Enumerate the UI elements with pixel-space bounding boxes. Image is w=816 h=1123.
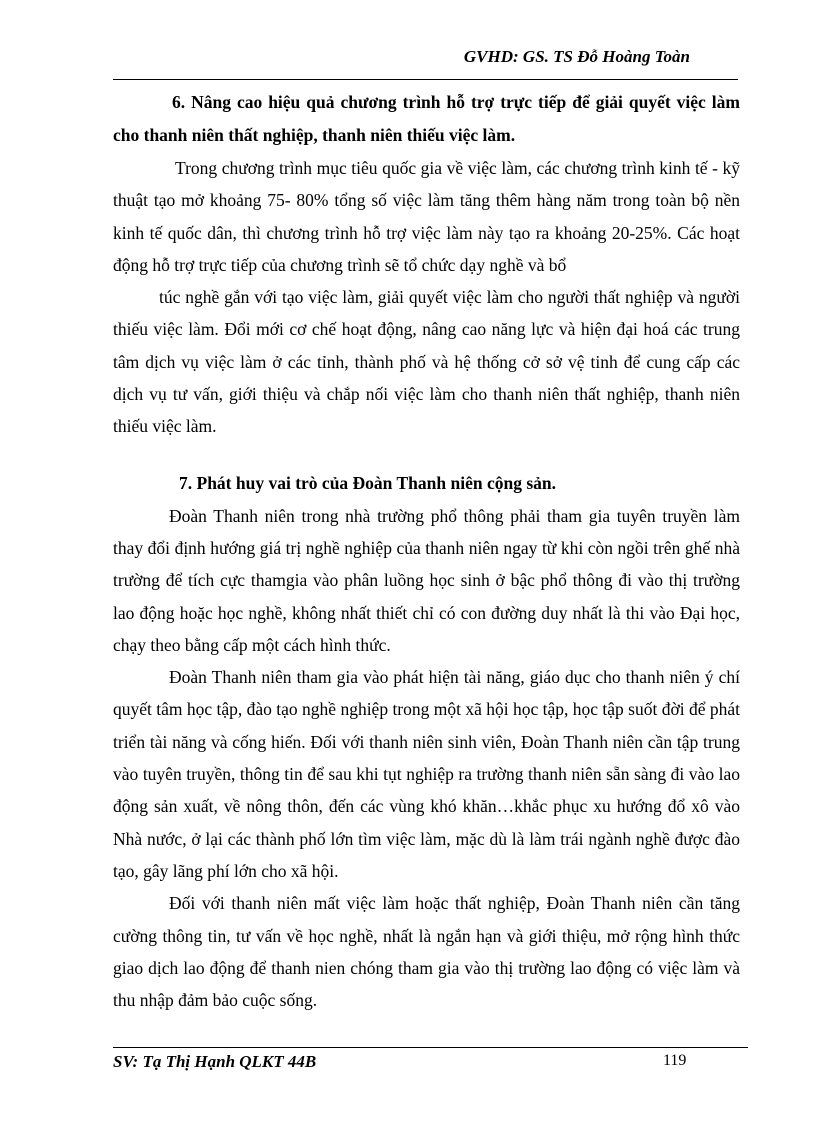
section-6-paragraph-part-1: Trong chương trình mục tiêu quốc gia về việc làm, các chương trình kinh tế - kỹ thuật tạo mở khoảng 75- 80% tổng số việc làm tăng thêm hàng năm trong toàn bộ nền kinh tế quốc dân, thì chương trình hỗ trợ việc làm này tạo ra khoảng 20-25%. Các hoạt động hỗ trợ trực tiếp của chương trình sẽ tổ chức dạy nghề và bổ: [113, 158, 740, 275]
footer-student: SV: Tạ Thị Hạnh QLKT 44B: [113, 1052, 317, 1071]
page-number: 119: [663, 1052, 687, 1069]
document-body: [113, 86, 740, 1016]
section-6-paragraph-continued: túc nghề gắn với tạo việc làm, giải quyết việc làm cho người thất nghiệp và người thiếu việc làm. Đổi mới cơ chế hoạt động, nâng cao năng lực và hiện đại hoá các trung tâm dịch vụ việc làm ở các tỉnh, thành phố và hệ thống cở sở vệ tinh để cung cấp các dịch vụ tư vấn, giới thiệu và chắp nối việc làm cho thanh niên thất nghiệp, thanh niên thiếu việc làm.: [113, 287, 740, 437]
section-7-paragraph-2: Đoàn Thanh niên tham gia vào phát hiện tài năng, giáo dục cho thanh niên ý chí quyết tâm học tập, đào tạo nghề nghiệp trong một xã hội học tập, học tập suốt đời để phát triển tài năng và cống hiến. Đối với thanh niên sinh viên, Đoàn Thanh niên cần tập trung vào tuyên truyền, thông tin để sau khi tụt nghiệp ra trường thanh niên sẵn sàng đi vào lao động sản xuất, về nông thôn, đến các vùng khó khăn…khắc phục xu hướng đổ xô vào Nhà nước, ở lại các thành phố lớn tìm việc làm, mặc dù là làm trái ngành nghề được đào tạo, gây lãng phí lớn cho xã hội.: [113, 667, 740, 881]
section-7-paragraph-3: Đối với thanh niên mất việc làm hoặc thất nghiệp, Đoàn Thanh niên cần tăng cường thông tin, tư vấn về học nghề, nhất là ngắn hạn và giới thiệu, mở rộng hình thức giao dịch lao động để thanh nien chóng tham gia vào thị trường lao động có việc làm và thu nhập đảm bảo cuộc sống.: [113, 893, 740, 1011]
section-7-heading: 7. Phát huy vai trò của Đoàn Thanh niên cộng sản.: [179, 472, 556, 493]
section-7-paragraph-1: Đoàn Thanh niên trong nhà trường phổ thông phải tham gia tuyên truyền làm thay đổi định hướng giá trị nghề nghiệp của thanh niên ngay từ khi còn ngồi trên ghế nhà trường để tích cực thamgia vào phân luồng học sinh ở bậc phổ thông đi vào thị trường lao động hoặc học nghề, không nhất thiết chỉ có con đường duy nhất là thi vào Đại học, chạy theo bằng cấp một cách hình thức.: [113, 505, 740, 655]
footer-divider: [113, 1047, 748, 1048]
header-advisor: GVHD: GS. TS Đỗ Hoàng Toàn: [463, 47, 690, 66]
header-divider: [113, 79, 738, 80]
section-6-paragraph: [113, 152, 740, 281]
section-6-heading: 6. Nâng cao hiệu quả chương trình hỗ trợ trực tiếp để giải quyết việc làm cho thanh niên thất nghiệp, thanh niên thiếu việc làm.: [113, 92, 740, 145]
